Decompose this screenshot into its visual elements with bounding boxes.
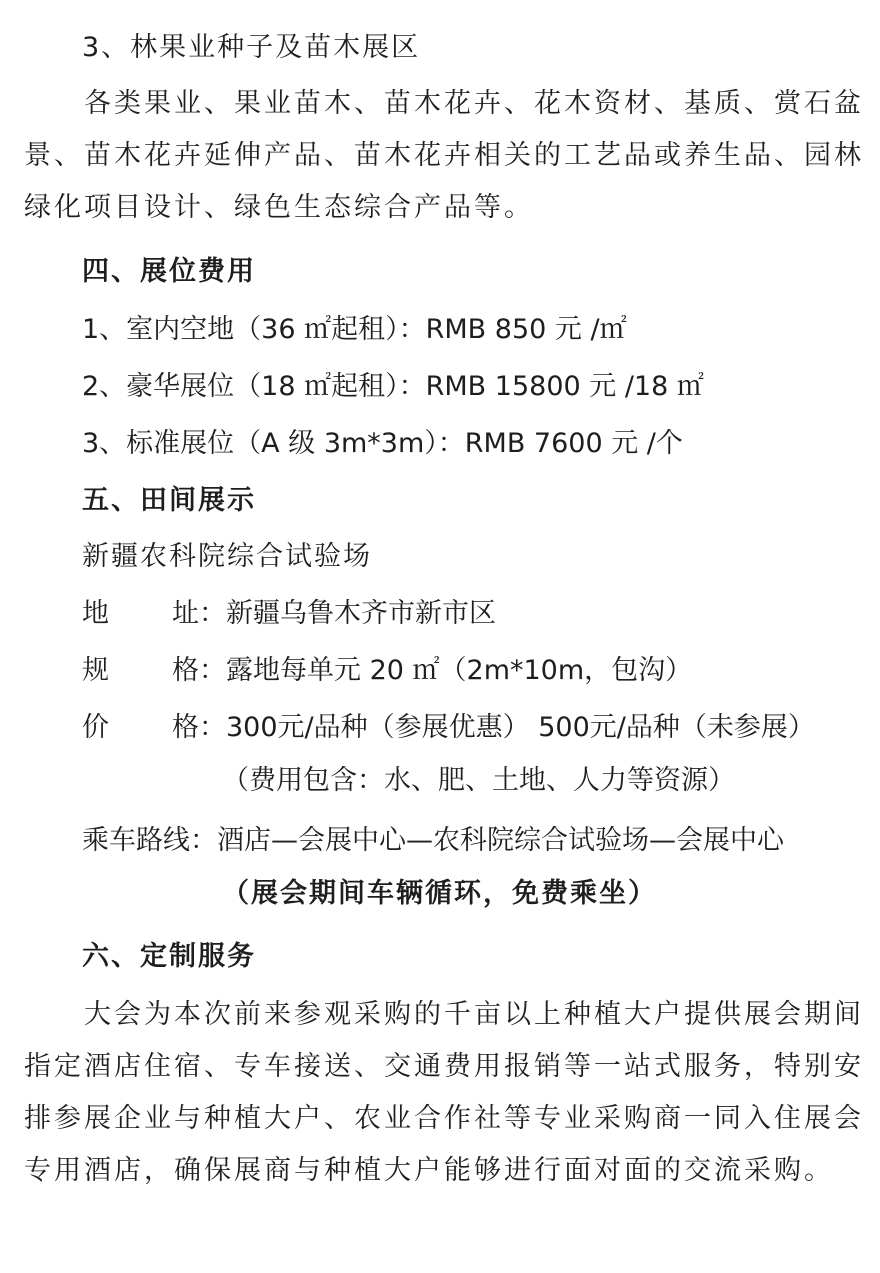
custom-body-text: 大会为本次前来参观采购的千亩以上种植大户提供展会期间指定酒店住宿、专车接送、交通费用报销等一站式服务，特别安排参展企业与种植大户、农业合作社等专业采购商一同入住展会专用酒店，确保展商与种植大户能够进行面对面的交流采购。 <box>24 999 864 1186</box>
price-note: （费用包含：水、肥、土地、人力等资源） <box>222 765 735 796</box>
fee-item-luxury: 2、豪华展位（18 ㎡起租）：RMB 15800 元 /18 ㎡ <box>82 371 704 402</box>
route-row <box>82 827 784 854</box>
price-row <box>82 714 815 741</box>
fee-item-standard: 3、标准展位（A 级 3m*3m）：RMB 7600 元 /个 <box>82 428 683 459</box>
address-label-2: 址： <box>172 598 226 629</box>
route-note: （展会期间车辆循环，免费乘坐） <box>222 878 657 909</box>
custom-heading: 六、定制服务 <box>82 941 256 972</box>
address-label-1: 地 <box>82 598 109 629</box>
price-label-1: 价 <box>82 712 109 743</box>
spec-label-2: 格： <box>172 655 226 686</box>
fees-heading: 四、展位费用 <box>82 256 256 287</box>
price-value: 300元/品种（参展优惠） 500元/品种（未参展） <box>226 712 815 743</box>
price-label-2: 格： <box>172 712 226 743</box>
field-site: 新疆农科院综合试验场 <box>82 541 372 572</box>
spec-value: 露地每单元 20 ㎡（2m*10m，包沟） <box>226 655 693 686</box>
address-value: 新疆乌鲁木齐市新市区 <box>226 598 496 629</box>
section3-paragraph <box>24 78 864 234</box>
custom-paragraph <box>24 989 864 1197</box>
field-heading: 五、田间展示 <box>82 485 256 516</box>
route-value: 酒店—会展中心—农科院综合试验场—会展中心 <box>217 825 784 856</box>
section3-subheading: 3、林果业种子及苗木展区 <box>82 32 421 63</box>
spec-label-1: 规 <box>82 655 109 686</box>
section3-body-text: 各类果业、果业苗木、苗木花卉、花木资材、基质、赏石盆景、苗木花卉延伸产品、苗木花卉相关的工艺品或养生品、园林绿化项目设计、绿色生态综合产品等。 <box>24 88 864 223</box>
fee-item-indoor: 1、室内空地（36 ㎡起租）：RMB 850 元 /㎡ <box>82 314 627 345</box>
route-label: 乘车路线： <box>82 825 217 856</box>
spec-row <box>82 657 692 684</box>
address-row <box>82 600 496 627</box>
